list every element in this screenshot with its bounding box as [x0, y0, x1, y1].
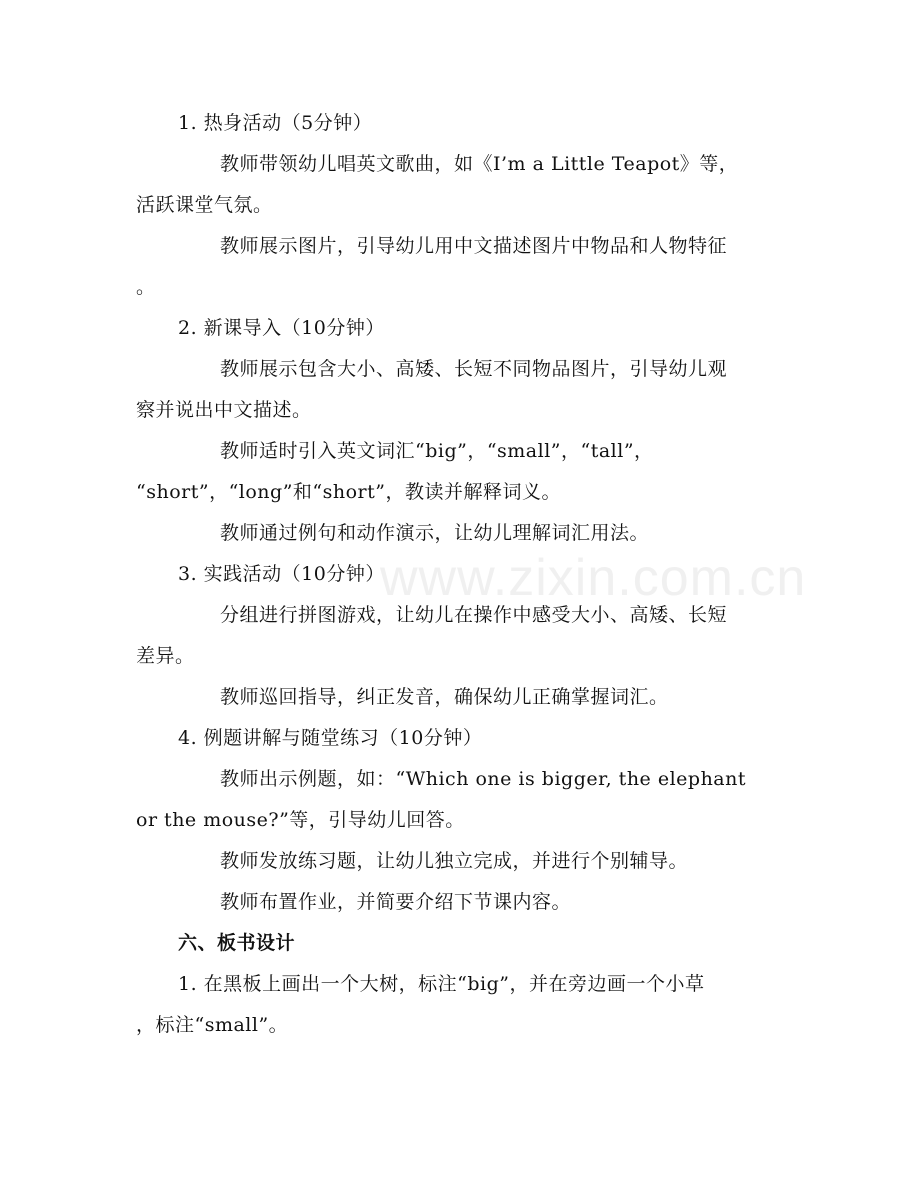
paragraph-line: 察并说出中文描述。: [136, 399, 312, 421]
paragraph-line: 教师展示包含大小、高矮、长短不同物品图片，引导幼儿观: [220, 358, 728, 380]
paragraph-line: 教师适时引入英文词汇“big”，“small”，“tall”，: [220, 440, 654, 462]
section-3-heading: 3. 实践活动（10分钟）: [178, 563, 385, 585]
section-4-heading: 4. 例题讲解与随堂练习（10分钟）: [178, 727, 483, 749]
paragraph-line: or the mouse?”等，引导幼儿回答。: [136, 809, 465, 831]
paragraph-line: 教师通过例句和动作演示，让幼儿理解词汇用法。: [220, 522, 650, 544]
section-6-heading: 六、板书设计: [178, 932, 296, 954]
paragraph-line: “short”，“long”和“short”，教读并解释词义。: [136, 481, 561, 503]
paragraph-line: 。: [136, 276, 156, 298]
paragraph-line: 教师巡回指导，纠正发音，确保幼儿正确掌握词汇。: [220, 686, 669, 708]
paragraph-line: 教师出示例题，如：“Which one is bigger, the elephant: [220, 768, 747, 790]
paragraph-line: 差异。: [136, 645, 195, 667]
paragraph-line: 教师布置作业，并简要介绍下节课内容。: [220, 891, 572, 913]
section-2-heading: 2. 新课导入（10分钟）: [178, 317, 385, 339]
paragraph-line: 教师发放练习题，让幼儿独立完成，并进行个别辅导。: [220, 850, 689, 872]
paragraph-line: 教师展示图片，引导幼儿用中文描述图片中物品和人物特征: [220, 235, 728, 257]
paragraph-line: 分组进行拼图游戏，让幼儿在操作中感受大小、高矮、长短: [220, 604, 728, 626]
paragraph-line: ，标注“small”。: [136, 1014, 289, 1036]
section-1-heading: 1. 热身活动（5分钟）: [178, 112, 373, 134]
watermark-logo: www.zixin.com.cn: [380, 549, 807, 607]
paragraph-line: 活跃课堂气氛。: [136, 194, 273, 216]
paragraph-line: 1. 在黑板上画出一个大树，标注“big”，并在旁边画一个小草: [178, 973, 705, 995]
paragraph-line: 教师带领幼儿唱英文歌曲，如《I’m a Little Teapot》等，: [220, 153, 739, 175]
